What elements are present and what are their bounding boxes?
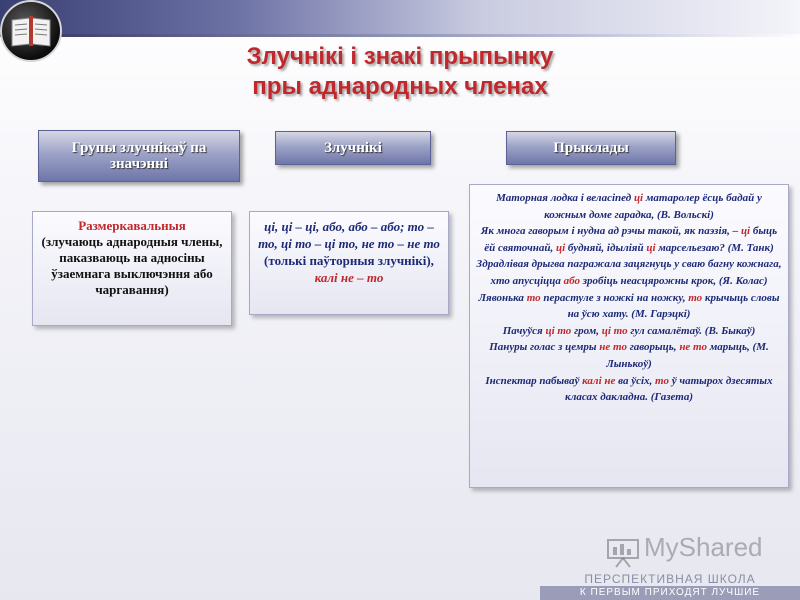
footer-school-name: ПЕРСПЕКТИВНАЯ ШКОЛА <box>584 572 756 586</box>
book-logo-icon <box>0 0 62 62</box>
header-groups <box>38 130 240 182</box>
slide-title-line-2: пры аднародных членах <box>252 73 548 100</box>
group-box <box>32 211 232 326</box>
footer-slogan: К ПЕРВЫМ ПРИХОДЯТ ЛУЧШИЕ <box>540 586 800 600</box>
group-description: (злучаюць аднародныя члены, паказваюць на адносіны ўзаемнага выключэння або чаргавання) <box>41 234 223 297</box>
conjunctions-extra: калі не – то <box>314 270 384 285</box>
example-item: Інспектар пабываў калі не ва ўсіх, то ў чатырох дзесятых класах дакладна. (Газета) <box>485 374 773 404</box>
examples-box <box>469 184 789 488</box>
banner-divider <box>0 34 800 37</box>
example-item: Маторная лодка і веласіпед ці матаролер ёсць бадай у кожным доме гарадка, (В. Вольскі) <box>496 192 762 221</box>
header-conjunctions <box>275 131 431 165</box>
group-name: Размеркавальныя <box>78 218 186 233</box>
conjunctions-list: ці, ці – ці, або, або – або; то – то, ці то – ці то, не то – не то <box>258 219 440 251</box>
header-examples <box>506 131 676 165</box>
header-examples-label: Прыклады <box>553 140 629 156</box>
example-item: Пачуўся ці то гром, ці то гул самалётаў. (В. Быкаў) <box>502 324 756 337</box>
presentation-board-icon <box>606 538 640 568</box>
header-groups-label: Групы злучнікаў па значэнні <box>71 140 207 172</box>
slide-title <box>160 42 640 102</box>
open-book-icon <box>10 14 52 48</box>
example-item: Здрадлівая дрыгва пагражала зацягнуць у сваю багну кожнага, хто апусціцца або зробіць неасцярожны крок, (Я. Колас) <box>476 258 782 287</box>
slide-title-line-1: Злучнікі і знакі прыпынку <box>246 43 554 70</box>
example-item: Лявонька то перастуле з ножкі на ножку, то крычыць словы на ўсю хату. (М. Гарэцкі) <box>478 291 780 321</box>
example-item: Пануры голас з цемры не то гаворыць, не то марыць, (М. Лынькоў) <box>489 341 769 370</box>
conjunctions-note: (толькі паўторныя злучнікі), <box>264 253 434 268</box>
conjunctions-box <box>249 211 449 315</box>
example-item: Як многа гаворым і нудна ад рэчы такой, як паэзія, – ці быць ёй святочнай, ці будняй, ідыліяй ці марсельезаю? (М. Танк) <box>480 225 778 254</box>
watermark: MyShared <box>644 532 763 562</box>
header-conjunctions-label: Злучнікі <box>324 140 382 156</box>
top-banner <box>0 0 800 34</box>
